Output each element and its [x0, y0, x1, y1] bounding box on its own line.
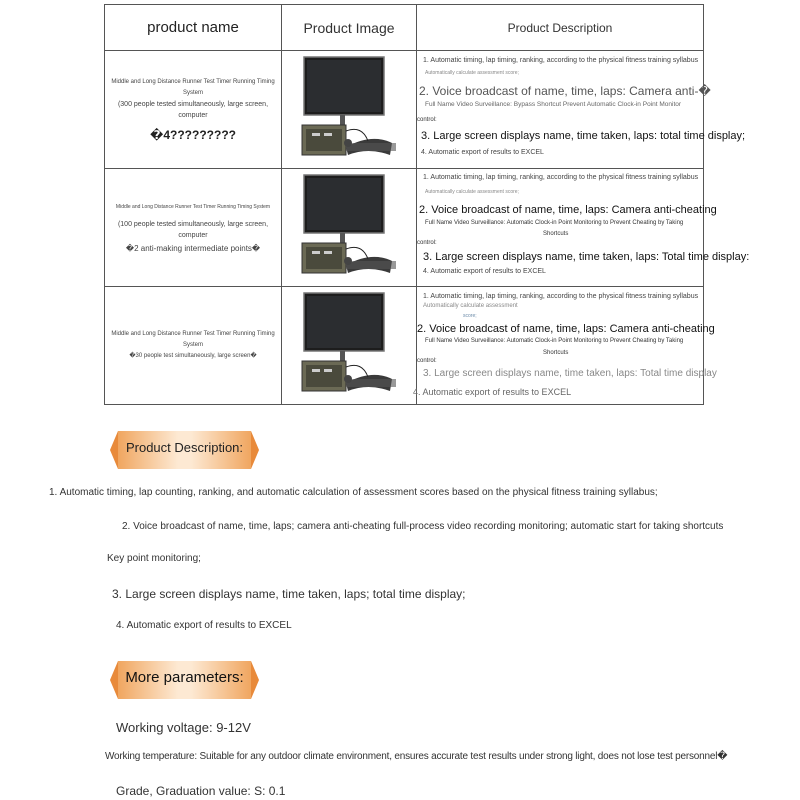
product-name-line: Middle and Long Distance Runner Test Timer Running Timing: [111, 331, 275, 337]
desc-line: 2. Voice broadcast of name, time, laps: Camera anti-cheating: [419, 204, 717, 216]
product-name-cell: [105, 287, 282, 405]
product-name-line: Middle and Long Distance Runner Test Timer Running Timing System: [115, 203, 271, 210]
product-image-cell: [282, 287, 417, 405]
table-row: [105, 169, 704, 287]
parameter-line: Working voltage: 9-12V: [116, 720, 251, 735]
desc-line: Full Name Video Surveillance: Automatic Clock-in Point Monitoring to Prevent Cheating by Taking: [425, 220, 684, 226]
header-product-description: Product Description: [417, 5, 704, 51]
table-row: [105, 51, 704, 169]
desc-line: Full Name Video Surveillance: Bypass Shortcut Prevent Automatic Clock-in Point Monitor: [425, 101, 682, 108]
desc-line: 4. Automatic export of results to EXCEL: [413, 387, 572, 397]
section-title: More parameters:: [125, 669, 244, 686]
desc-line: Automatically calculate assessment: [423, 303, 518, 309]
product-description-cell: [417, 51, 746, 169]
section-banner-product-description: [118, 431, 251, 469]
desc-line: Shortcuts: [543, 350, 569, 356]
table-row: [105, 287, 704, 405]
desc-line: Full Name Video Surveillance: Automatic Clock-in Point Monitoring to Prevent Cheating by Taking: [425, 338, 684, 344]
description-line: 3. Large screen displays name, time taken, laps; total time display;: [112, 587, 466, 601]
desc-line: control:: [417, 240, 437, 246]
product-name-line: System: [182, 342, 203, 348]
desc-line: Automatically calculate assessment score;: [425, 189, 519, 195]
desc-line: control:: [417, 117, 437, 123]
table-header-row: [105, 5, 704, 51]
description-line: 2. Voice broadcast of name, time, laps; camera anti-cheating full-process video recording monitoring; automatic start for taking shortcuts: [122, 521, 724, 532]
product-name-line: Middle and Long Distance Runner Test Timer Running Timing: [111, 78, 275, 85]
product-name-cell: [105, 169, 282, 287]
product-name-line: �4?????????: [149, 127, 236, 142]
desc-line: control:: [417, 358, 437, 364]
desc-line: 1. Automatic timing, lap timing, ranking, according to the physical fitness training syllabus: [423, 57, 699, 64]
desc-line: 4. Automatic export of results to EXCEL: [423, 268, 546, 275]
product-image-cell: [282, 51, 417, 169]
product-name-line: System: [182, 89, 203, 96]
product-image: [282, 51, 414, 163]
product-description-cell: [417, 169, 750, 287]
desc-line: 3. Large screen displays name, time taken, laps: Total time display: [423, 368, 717, 379]
header-product-name: product name: [105, 5, 282, 51]
parameter-line: Working temperature: Suitable for any outdoor climate environment, ensures accurate test results under strong light, does not lose test personnel�: [105, 751, 728, 762]
product-description-cell: [413, 287, 717, 405]
parameter-line: Grade, Graduation value: S: 0.1: [116, 784, 286, 798]
desc-line: 1. Automatic timing, lap timing, ranking, according to the physical fitness training syllabus: [423, 174, 699, 181]
product-name-line: �2 anti-making intermediate points�: [125, 243, 261, 253]
desc-line: score;: [463, 313, 477, 319]
description-line: 4. Automatic export of results to EXCEL: [116, 620, 292, 631]
desc-line: 1. Automatic timing, lap timing, ranking, according to the physical fitness training syllabus: [423, 293, 699, 300]
desc-line: 3. Large screen displays name, time taken, laps: total time display;: [421, 130, 746, 142]
desc-line: Shortcuts: [543, 231, 569, 237]
desc-line: 2. Voice broadcast of name, time, laps: Camera anti-cheating: [417, 323, 715, 335]
product-image-cell: [282, 169, 417, 287]
desc-line: 4. Automatic export of results to EXCEL: [421, 149, 544, 156]
product-image: [282, 169, 414, 281]
header-product-image: Product Image: [282, 5, 417, 51]
desc-line: 3. Large screen displays name, time taken, laps: Total time display:: [423, 251, 750, 263]
product-name-line: (100 people tested simultaneously, large screen, computer: [117, 220, 269, 239]
product-name-cell: [105, 51, 282, 169]
section-banner-more-parameters: [118, 661, 251, 699]
desc-line: 2. Voice broadcast of name, time, laps: Camera anti-�: [419, 84, 711, 98]
product-name-line: �30 people test simultaneously, large screen�: [129, 353, 257, 359]
desc-line: Automatically calculate assessment score;: [425, 70, 519, 76]
section-title: Product Description:: [125, 440, 244, 455]
description-line: Key point monitoring;: [107, 553, 201, 564]
product-name-line: (300 people tested simultaneously, large screen, computer: [117, 100, 269, 119]
product-image: [282, 287, 414, 399]
description-line: 1. Automatic timing, lap counting, ranking, and automatic calculation of assessment scores based on the physical fitness training syllabus;: [49, 487, 658, 498]
product-table: [104, 4, 750, 405]
